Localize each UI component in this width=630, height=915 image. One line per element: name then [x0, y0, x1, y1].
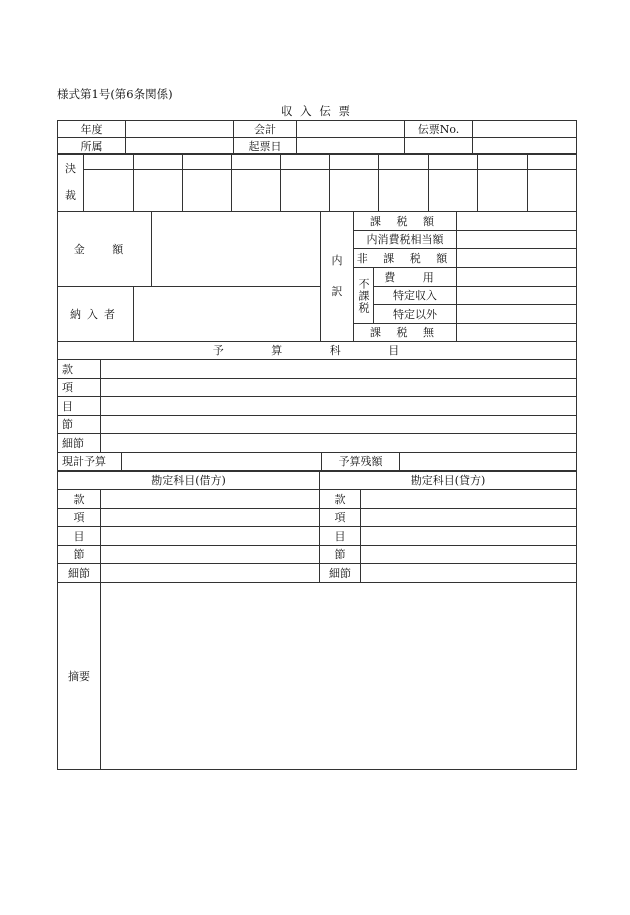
yosan-row-label: 項	[58, 379, 101, 397]
yosan-row-field[interactable]	[101, 397, 577, 416]
kihyobi-label: 起票日	[234, 138, 297, 155]
credit-row-field[interactable]	[361, 546, 577, 564]
credit-row-field[interactable]	[361, 509, 577, 527]
approval-stamp-cell[interactable]	[281, 170, 330, 212]
kingaku-label: 金 額	[58, 212, 152, 287]
kessai-label-1: 決	[65, 162, 76, 176]
uchiwake-label-1: 内	[331, 253, 343, 267]
yosan-row-label: 目	[58, 397, 101, 416]
shohizei-label: 内消費税相当額	[354, 231, 457, 249]
credit-row-field[interactable]	[361, 527, 577, 546]
credit-row-label: 目	[320, 527, 361, 546]
approval-head-cell	[330, 154, 379, 170]
debit-row-label: 細節	[58, 564, 101, 583]
debit-row-field[interactable]	[101, 490, 320, 509]
tekiyo-label: 摘要	[58, 583, 101, 770]
amount-table	[57, 211, 577, 342]
debit-row-label: 款	[58, 490, 101, 509]
shohizei-field[interactable]	[457, 231, 577, 249]
debit-row-field[interactable]	[101, 509, 320, 527]
approval-head-cell	[134, 154, 183, 170]
debit-row-field[interactable]	[101, 564, 320, 583]
approval-stamp-cell[interactable]	[232, 170, 281, 212]
nendo-field[interactable]	[126, 121, 234, 138]
hikazei-field[interactable]	[457, 249, 577, 268]
tokutei-igai-field[interactable]	[457, 305, 577, 324]
credit-row-label: 款	[320, 490, 361, 509]
yosan-row-field[interactable]	[101, 360, 577, 379]
approval-head-cell	[528, 154, 577, 170]
debit-row-label: 目	[58, 527, 101, 546]
nonyusha-label: 納入者	[58, 287, 134, 342]
yosan-title: 予 算 科 目	[58, 342, 577, 360]
approval-stamp-cell[interactable]	[330, 170, 379, 212]
debit-row-field[interactable]	[101, 527, 320, 546]
kazei-gaku-field[interactable]	[457, 212, 577, 231]
zangaku-field[interactable]	[400, 453, 577, 471]
approval-head-cell	[379, 154, 429, 170]
blank-cell	[405, 138, 473, 155]
credit-row-label: 項	[320, 509, 361, 527]
kaikei-label: 会計	[234, 121, 297, 138]
kingaku-field[interactable]	[152, 212, 321, 287]
approval-head-cell	[281, 154, 330, 170]
debit-row-label: 項	[58, 509, 101, 527]
account-table	[57, 471, 577, 583]
debit-row-field[interactable]	[101, 546, 320, 564]
hiyo-field[interactable]	[457, 268, 577, 287]
form-number-label: 様式第1号(第6条関係)	[57, 87, 173, 101]
yosan-row-label: 細節	[58, 434, 101, 453]
credit-row-label: 細節	[320, 564, 361, 583]
genkei-field[interactable]	[122, 453, 322, 471]
shozoku-label: 所属	[58, 138, 126, 155]
yosan-row-field[interactable]	[101, 416, 577, 434]
nendo-label: 年度	[58, 121, 126, 138]
kessai-label-2: 裁	[65, 188, 76, 202]
tokutei-shunyu-field[interactable]	[457, 287, 577, 305]
genkei-label: 現計予算	[58, 453, 122, 471]
approval-stamp-cell[interactable]	[379, 170, 429, 212]
credit-row-field[interactable]	[361, 490, 577, 509]
kaikei-field[interactable]	[297, 121, 405, 138]
budget-table	[57, 341, 577, 471]
approval-head-cell	[183, 154, 232, 170]
remarks-table	[57, 582, 577, 770]
approval-stamp-cell[interactable]	[478, 170, 528, 212]
credit-row-label: 節	[320, 546, 361, 564]
approval-stamp-cell[interactable]	[183, 170, 232, 212]
header-table	[57, 120, 577, 155]
approval-stamp-cell[interactable]	[134, 170, 183, 212]
fukazei-label: 不課税	[357, 277, 370, 314]
blank-cell	[473, 138, 577, 155]
hiyo-label: 費 用	[374, 268, 457, 287]
yosan-row-field[interactable]	[101, 434, 577, 453]
approval-head-cell	[478, 154, 528, 170]
credit-row-field[interactable]	[361, 564, 577, 583]
kihyobi-field[interactable]	[297, 138, 405, 155]
approval-table	[57, 153, 577, 212]
zangaku-label: 予算残額	[322, 453, 400, 471]
approval-head-cell	[429, 154, 478, 170]
kazei-mu-label: 課 税 無	[354, 324, 457, 342]
hikazei-label: 非 課 税 額	[354, 249, 457, 268]
approval-stamp-cell[interactable]	[84, 170, 134, 212]
tokutei-shunyu-label: 特定収入	[374, 287, 457, 305]
yosan-row-label: 款	[58, 360, 101, 379]
denpyo-no-label: 伝票No.	[405, 121, 473, 138]
kazei-mu-field[interactable]	[457, 324, 577, 342]
approval-head-cell	[232, 154, 281, 170]
page-title: 収 入 伝 票	[281, 104, 352, 118]
approval-stamp-cell[interactable]	[528, 170, 577, 212]
yosan-row-label: 節	[58, 416, 101, 434]
uchiwake-label-2: 訳	[331, 284, 343, 298]
approval-stamp-cell[interactable]	[429, 170, 478, 212]
debit-row-label: 節	[58, 546, 101, 564]
denpyo-no-field[interactable]	[473, 121, 577, 138]
credit-title: 勘定科目(貸方)	[320, 472, 577, 490]
nonyusha-field[interactable]	[134, 287, 321, 342]
tekiyo-field[interactable]	[101, 583, 577, 770]
yosan-row-field[interactable]	[101, 379, 577, 397]
tokutei-igai-label: 特定以外	[374, 305, 457, 324]
shozoku-field[interactable]	[126, 138, 234, 155]
debit-title: 勘定科目(借方)	[58, 472, 320, 490]
approval-head-cell	[84, 154, 134, 170]
kazei-gaku-label: 課 税 額	[354, 212, 457, 231]
